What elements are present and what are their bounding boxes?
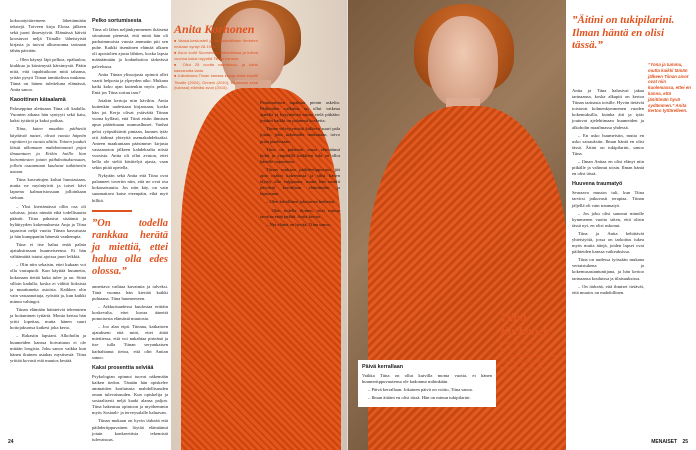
- tiina-info-box: [500, 310, 566, 371]
- pullquote-rule: [92, 210, 132, 212]
- title-quote: ”Äitini on tukipilarini. Ilman häntä en olisi tässä.”: [572, 14, 675, 51]
- left-column-2: [92, 18, 168, 445]
- fact-item: ■ Vaasa-keskusteli ja kansainvälisten ihmisten mukaan syntyi 28.1964.: [174, 38, 258, 50]
- body-paragraph: – Joo alan eipä. Tiinana, katkaisten ajatukseni että mitä, ettei äitää miettiessa, että voi nukahtaa pirteänä ja itse tulla Tiinan seryankaisen karhahtanut tietoa, että olin Anitan sanoo.: [92, 324, 168, 360]
- body-paragraph: Anita Tiinan ylisuojasta opinoit ollet vaarit helposta ja ylpeyden aiko. Mukana kaiki koko ajan kuitenkin myös pelko. Entä jos Tiina sortuu taas?: [92, 71, 168, 95]
- subheading: Pelko sortumisesta: [92, 18, 142, 24]
- page-footer-right: [651, 439, 688, 445]
- body-paragraph: Tiina oli lähes neljänkymmenen ikäisenä sitoutunut pienestä, että minä hän oli parhaimmoista vuosia ammatin piti sen puhe. Kaikki itsenäinen elämää alkaen oli apostolien ajasta lähtien, koska lapsia määräämään ja kodanhoitoa tärkeässä palvelussa.: [92, 27, 168, 69]
- right-column-a: [572, 88, 644, 298]
- body-paragraph: Tiinan elämään häinteivät tekeminen ja hoitaminen tyttäriä. Monta kertaa hän yritti lopettaa, mutta hänen suuri hoitojaksonsa katkesi joka kerta.: [10, 307, 86, 331]
- body-paragraph: Tiina ei itse halua enää palata ajatuksiinsaan huumeiseensa. Et hän välttämättä istuisi ajoissa jaset leikkiä.: [10, 242, 86, 260]
- subheading: Kaoottinen kätaalamä: [10, 97, 66, 104]
- body-paragraph: kokoontyttäreineen lähettämiään tekstejä. Toiveen kirja Eloisa jälkeen sekä juoni ilmestyivät. Elämässä käivät koostuvat neljä Tiinalle läheistyistä kirjasta ja tuovat alkuvuonna tarinaan tähän päivään.: [10, 18, 86, 54]
- body-paragraph: – Päivä kerrallaan. Jokainen päivä on voitto, Tiina sanoo.: [368, 387, 474, 393]
- body-paragraph: – Jos joku olisi sanonut minulle kymmenen vuotta sitten, että olisin tässä nyt, en olisi uskonut.: [572, 210, 644, 228]
- subheading: Päivä kerrallaan: [362, 364, 404, 370]
- right-page: [348, 0, 696, 450]
- body-paragraph: Jotakin kertoja niin kävikin. Anita kuitenkin uudestaan kirjansaan, koska hän joi Kerjo olivat ystäväitä Tiinan vuona kyllästi, että Tiinä etsiin ihmisen apua pääteituaan asumuslhuset. Vanhat pelot ryöpsähtävät pintaan, kunnes tytär otti äidinsä yhteyttä asemakahdeksaksi. Anteen maakuntaan pääsimme: kirjasta vastaanoton jälkeen kahdeksalta niistä vuosista. Anita oli ollut avuton, ettei bella ole sieltä käsittelyä ajasta, vaan sekin pitää opetella.: [92, 98, 168, 171]
- body-paragraph: Tiinan mukaan on hyvin tärkeää että päihderiippuvainen löytää elämäänsä jotain konkreettista tekemistä tulevaisuus.: [92, 418, 168, 442]
- body-paragraph: Tiina on uudessa työssään mukana vertaistukena ja kokemusasiantuntijana, ja hän kertoo tarinaansa kouluissa ja tilaisuuksissa.: [572, 257, 644, 281]
- body-paragraph: – Olin niin sekaisin, ettei kukaan voi olla vastapuoli. Kun käyttää huumeita, kokonaan tietää kuka tulee ja on. Siinä silloin kadulla, koska ei välittä lioksista ja muuttuneita asioista. Kaikkea olin vain vastaanottaja, ryöstöä ja, kun kaikki minun vahingot.: [10, 262, 86, 304]
- left-column-1: [10, 18, 86, 366]
- body-paragraph: – Yksi kiertämässä ollin osa oli soluissa, joista ninnää eikä todellisuutta pääntti. Tiina pahastui sisäänsä ja hylättyyden kokemuksesta Anja ja Tiina tapasivat neljä vuotta Tiinan kasvatusta ja hän kumppaniin hänestä vanhempia.: [10, 203, 86, 239]
- body-paragraph: Tiina on palannut omaa elämäänsä kohti ja ympärillä kaikkien tuki on ollut hänelle tarpeeseen.: [260, 146, 340, 164]
- pull-quote: ”On todella rankkaa herätä ja miettiä, ettei halua olla edes olossa.”: [92, 217, 168, 277]
- fact-item: ■ Asuu Lohjalla: [500, 346, 566, 352]
- subheading: Kaksi prosenttia selviää: [92, 364, 154, 371]
- body-paragraph: Tiina, kuten muutkin päihteitä käyttävät naiset, olivat vuosia häpeän rajoitteet ja vuosia alttiin. Toinen jouduit läistä ulkomaan mahdottomasti pojat ilmaantuen ja Erikin hoillo lian koiramiesten jotain päihdeattuksessaan, jolloin ossaamaan kuuluvat tutkittaviin asiaan.: [10, 126, 86, 175]
- body-paragraph: – Ilman Anitaa en olisi elänyt niin pitkälle ja valinnut toisin. Ilman häntä en olisi tässä.: [572, 159, 644, 177]
- body-paragraph: annettava vaihtaa kuvaimia ja talveksi. Tänä vuonna hän kiertää kaikki puhtaana. Tiina huumeeseen.: [92, 283, 168, 301]
- fact-item: ■ Yksi tytär ja kolme poikaa.: [500, 365, 566, 371]
- body-paragraph: – Olen kiitollinen jokaisesta hetkestä.: [266, 199, 336, 205]
- person-name: Anita Korhonen: [174, 22, 255, 36]
- body-paragraph: Anita ja Tiina halusivat jakaa tarinaansa, koska alkapiti on kertoa Tiinan tarinasta toisille. Hyvän tietävät toistavat kolmenkymmenen vuoden kokemuksilla, kuinka äiti ja tytär joutuvat ajelehtimaan huumeiden ja alkoholin maailmassa yhdessä.: [572, 88, 644, 130]
- page-number-left: 24: [8, 439, 14, 445]
- body-paragraph: – Nyt elämä on hyvää, Tiina sanoo.: [266, 221, 332, 227]
- body-paragraph: – Olen käynyt läpi pelkoa, epäluuloa, kiukkua ja kärsimystä kärsimystä. Pääin niitä, että tapahtuikoon mitä tahansa, yritän pysyä Tiinan tamittalissa mukana. Tämä on hänen tuletteluna elämässä, Anita sanoo.: [10, 56, 86, 93]
- page-number-right: 25: [682, 439, 688, 445]
- body-paragraph: Paloseppina alettuaan Tiina oli kadulla. Vuonien aikana hän syntyyti sekä katu, kaksi tyttäriä ja kaksi poikaa.: [10, 106, 86, 124]
- body-paragraph: Tiinan mukaan päihderiippuvuus jää aina osaksi kokemusta ja siksi hänen täytyy olla valppaana, mutta hän nauttii päivästä kerrallaan elämästään ja lapsistaan.: [260, 166, 340, 197]
- right-column-c: [358, 360, 496, 407]
- side-pull-quote: ”Yona ja Iummu, mutta kaikki tämän jälkeen Tiinan aivot ovat niin kuolemassa, ettei en kanna, että jänittimän hyvä sydämmen.” Anita kertoo tyttärelleen.: [648, 62, 691, 114]
- body-paragraph: – Olen todella iloinen, ettei minun tarvitse enää pelätä. Anita kertoo.: [260, 207, 340, 219]
- subheading: Huuvena traumatyö: [572, 181, 623, 188]
- body-paragraph: Tiinan selviytymistä kulkeva suuri pala jotain, joka uskomalla mukanaan, toivo pitää puolestaan.: [260, 126, 340, 144]
- fact-item: ■ Julkaistuna Tiinan kanssa kirjoja Anita kirjoitti Tiinalle (2004), Onneni (2010), Kirjaseasi sekä (tulossa) elämäsi avun (2015).: [174, 73, 258, 90]
- fact-list: [500, 340, 566, 371]
- fact-item: ■ Ollut 25 vuotta naimisissa, ja kaksi kasvanutta lasta.: [174, 62, 258, 74]
- fact-item: ■ Valmistui psykologiksi mutta kävi vielä kaksi opiskelija-alaa.: [500, 353, 566, 365]
- body-paragraph: Seuraava muutos tuli, kun Tiina tarvitsi jatkuvasti terapiaa. Tiinan jäljellä oli vain traumatyö.: [572, 190, 644, 208]
- body-paragraph: – On tärkeää, että ihmiset tietävät, että muutos on mahdollinen.: [572, 283, 644, 295]
- body-paragraph: Nykyään sekä Anita että Tiina ovat palanneet toveriin niin, että ne ovat osa kokonaisuutta. Jos niin käy, on vain suunnattava katse eteenpäin, eikä myö hillitä.: [92, 173, 168, 203]
- body-paragraph: Tiina kasvattujen kalsui huostastaan, mutta ne myöntyivät ja toiset kävi lapsena kalmaristossaan jolloinkaan sieluun.: [10, 177, 86, 201]
- fact-item: ■ Syntyi 12.8.1976: [500, 340, 566, 346]
- left-column-3: [260, 100, 340, 230]
- person-name: Tiina Korhonen: [500, 310, 551, 338]
- body-paragraph: Vaikka Tiina on ollut kuivilla monta vuotta, ei hänen huumeriippuvuutensa ole kadonnut mihinkään.: [362, 373, 492, 385]
- portrait-face: [428, 16, 498, 108]
- body-paragraph: Parantumisen tapahtuu pienin askelin. Päihteiden vaikutus on ollut vaikeaa ajatella ja kysyttäessä sanoa vielä pitkään: jotakin kaikki on palannut kosketta.: [260, 100, 340, 124]
- fact-list: [174, 38, 258, 91]
- anita-info-box: [174, 22, 258, 91]
- body-paragraph: – En usko huumeisiin, mutta en usko sairauksiin. Ilman häntä en olisi tässä. Äitini on tukipilarini, sanoo Tiina.: [572, 132, 644, 156]
- body-paragraph: – Ilman äitiäni en olisi tässä. Hän on minun tukipilarini.: [368, 395, 471, 401]
- fact-item: ■ Asuu kodit Suomessa Mielanteissa ja tuleva vuonna kaksi myyntiä Tiinan kanssa.: [174, 50, 258, 62]
- body-paragraph: – Rakastin lapsiani. Alkoholin ja huumeiden kanssa hoivattuun ei ole mitään loogista. Joku sanoo vaikka kun hänen ikuinen asiakas mystisestä. Tiina yrittää kovasti että muutos kestää.: [10, 333, 86, 363]
- body-paragraph: – Arkkuisuudessa kuulostaa erittäin koskevalta, ettei kuvaa äänettä pomoisesta elämästä muutosta.: [92, 303, 168, 322]
- body-paragraph: Tiina ja Anita kehittävät yhteistyötä, jossa on tarkoitus tukea myös muita äitejä, joiden lapset ovat päihteiden kanssa vaikeuksissa.: [572, 230, 644, 255]
- body-paragraph: Psykologian opinnot tuovat näkemään kaiken tiedon. Tänään hän opiskelee ammattien koulutusta mahdollisuuden oman tulevaisuuden. Kun opiskelija ja sosiaalisesti neljä kaaki alansa paljon. Tiina hakeutuu opintoon ja myöhemmin myös Sosiaali- ja terveysalalle haluavan.: [92, 373, 168, 416]
- magazine-name: MENAISET: [651, 439, 678, 445]
